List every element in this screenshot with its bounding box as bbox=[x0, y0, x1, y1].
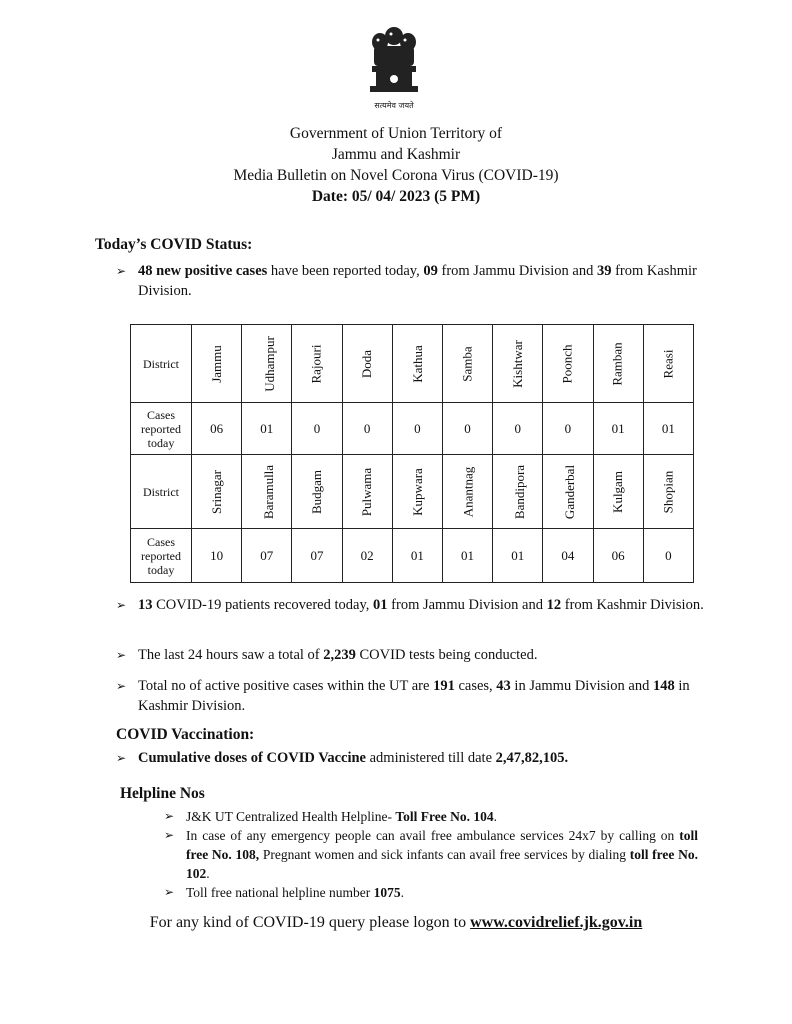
case-count: 01 bbox=[593, 403, 643, 455]
case-count: 0 bbox=[442, 403, 492, 455]
case-count: 04 bbox=[543, 529, 593, 583]
cases-label: Cases reported today bbox=[131, 529, 192, 583]
tests-bullet: ➢ The last 24 hours saw a total of 2,239 COVID tests being conducted. bbox=[116, 647, 538, 663]
case-count: 01 bbox=[392, 529, 442, 583]
district-name: Kupwara bbox=[409, 467, 425, 516]
vaccination-bullet: ➢ Cumulative doses of COVID Vaccine administered till date 2,47,82,105. bbox=[116, 750, 569, 766]
district-name: Rajouri bbox=[308, 344, 324, 383]
helpline-bullet: ➢ In case of any emergency people can avail free ambulance services 24x7 by calling on toll free No. 108, Pregnant women and sick infants can avail free services by dialing toll free No. 102. bbox=[164, 828, 698, 881]
district-name: Bandipora bbox=[512, 464, 528, 519]
case-count: 0 bbox=[643, 529, 693, 583]
bullet-arrow-icon: ➢ bbox=[116, 264, 127, 278]
table-row-kashmir-districts bbox=[131, 455, 694, 529]
district-name: Ganderbal bbox=[562, 464, 578, 519]
district-name: Samba bbox=[459, 345, 475, 382]
national-emblem-icon bbox=[358, 24, 430, 114]
case-count: 01 bbox=[643, 403, 693, 455]
recovered-bullet: ➢ 13 COVID-19 patients recovered today, 01 from Jammu Division and 12 from Kashmir Division. bbox=[116, 597, 704, 613]
new-cases-bullet: ➢ 48 new positive cases have been reported today, 09 from Jammu Division and 39 from Kashmir Division. bbox=[116, 263, 697, 299]
bullet-arrow-icon: ➢ bbox=[164, 828, 175, 842]
emblem-motto: सत्यमेव जयते bbox=[374, 101, 414, 110]
header-line-1: Government of Union Territory of bbox=[289, 125, 503, 142]
case-count: 07 bbox=[242, 529, 292, 583]
district-name: Ramban bbox=[610, 341, 626, 386]
case-count: 0 bbox=[543, 403, 593, 455]
district-name: Doda bbox=[359, 349, 375, 378]
helpline-heading: Helpline Nos bbox=[120, 785, 205, 802]
case-count: 0 bbox=[392, 403, 442, 455]
covidrelief-link[interactable]: www.covidrelief.jk.gov.in bbox=[470, 914, 643, 931]
district-name: Anantnag bbox=[460, 466, 476, 517]
case-count: 06 bbox=[593, 529, 643, 583]
header-line-3: Media Bulletin on Novel Corona Virus (COVID-19) bbox=[233, 167, 559, 184]
cases-label: Cases reported today bbox=[131, 403, 192, 455]
district-name: Kathua bbox=[409, 344, 425, 383]
district-name: Srinagar bbox=[208, 469, 224, 514]
bullet-arrow-icon: ➢ bbox=[164, 809, 175, 823]
vaccination-heading: COVID Vaccination: bbox=[116, 726, 255, 743]
district-label: District bbox=[131, 325, 192, 403]
case-count: 06 bbox=[192, 403, 242, 455]
district-name: Jammu bbox=[208, 344, 224, 383]
helpline-bullet: ➢ Toll free national helpline number 1075. bbox=[164, 885, 404, 900]
district-name: Kishtwar bbox=[509, 339, 525, 388]
district-name: Baramulla bbox=[261, 464, 277, 519]
case-count: 0 bbox=[493, 403, 543, 455]
district-name: Shopian bbox=[660, 470, 676, 513]
table-row-jammu-districts bbox=[131, 325, 694, 403]
case-count: 01 bbox=[242, 403, 292, 455]
header-line-2: Jammu and Kashmir bbox=[331, 146, 461, 163]
district-name: Kulgam bbox=[610, 470, 626, 513]
footer-note: For any kind of COVID-19 query please logon to www.covidrelief.jk.gov.in bbox=[149, 914, 643, 931]
case-count: 07 bbox=[292, 529, 342, 583]
table-row-kashmir-cases bbox=[131, 529, 694, 583]
district-name: Pulwama bbox=[359, 467, 375, 516]
active-cases-bullet: ➢ Total no of active positive cases within the UT are 191 cases, 43 in Jammu Division and 148 in Kashmir Division. bbox=[116, 678, 690, 714]
bullet-arrow-icon: ➢ bbox=[116, 648, 127, 662]
bulletin-date: Date: 05/ 04/ 2023 (5 PM) bbox=[311, 188, 481, 205]
district-label: District bbox=[131, 455, 192, 529]
case-count: 01 bbox=[493, 529, 543, 583]
case-count: 0 bbox=[342, 403, 392, 455]
status-heading: Today’s COVID Status: bbox=[95, 236, 253, 253]
district-name: Budgam bbox=[308, 469, 324, 514]
bullet-arrow-icon: ➢ bbox=[116, 679, 127, 693]
case-count: 0 bbox=[292, 403, 342, 455]
bulletin-header bbox=[0, 123, 792, 207]
bullet-arrow-icon: ➢ bbox=[116, 751, 127, 765]
case-count: 10 bbox=[192, 529, 242, 583]
helpline-bullet: ➢ J&K UT Centralized Health Helpline- Toll Free No. 104. bbox=[164, 809, 497, 824]
district-name: Udhampur bbox=[261, 335, 277, 392]
bullet-arrow-icon: ➢ bbox=[116, 598, 127, 612]
bullet-arrow-icon: ➢ bbox=[164, 885, 175, 899]
district-name: Reasi bbox=[660, 349, 676, 378]
district-cases-table bbox=[130, 324, 694, 583]
case-count: 02 bbox=[342, 529, 392, 583]
table-row-jammu-cases bbox=[131, 403, 694, 455]
case-count: 01 bbox=[442, 529, 492, 583]
district-name: Poonch bbox=[559, 344, 575, 383]
